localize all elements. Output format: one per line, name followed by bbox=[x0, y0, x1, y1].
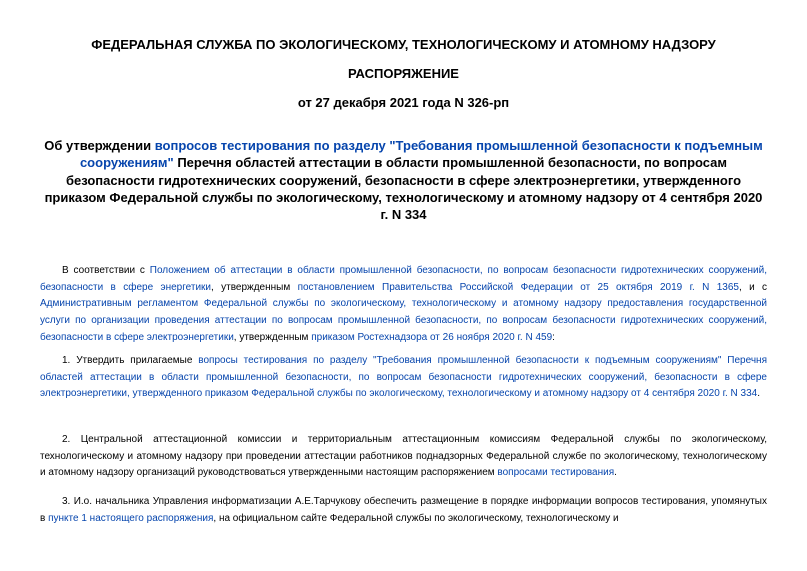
title-suffix: Перечня областей аттестации в области промышленной безопасности, по вопросам безопасности гидротехнических сооружений, безопасности в сфере электроэнергетики, утвержденного приказом Федеральной службы по экологическому, технологическому и атомному надзору от 4 сентября 2020 г. N 334 bbox=[44, 155, 763, 223]
agency-name: ФЕДЕРАЛЬНАЯ СЛУЖБА ПО ЭКОЛОГИЧЕСКОМУ, ТЕХНОЛОГИЧЕСКОМУ И АТОМНОМУ НАДЗОРУ bbox=[91, 37, 716, 52]
text: , и с bbox=[738, 281, 767, 293]
clause-3-paragraph bbox=[40, 494, 767, 527]
link-test-questions-short[interactable]: вопросами тестирования bbox=[497, 467, 615, 479]
document-type: РАСПОРЯЖЕНИЕ bbox=[348, 66, 459, 81]
link-administrative-regulation[interactable]: Административным регламентом Федеральной службы по экологическому, технологическому и атомному надзору предоставления государственной услуги по организации проведения аттестации по вопросам промышленной безопасности, по вопросам безопасности гидротехнических сооружений, безопасности в сфере электроэнергетики bbox=[40, 298, 767, 343]
text: . bbox=[614, 467, 617, 479]
text: 3. И.о. начальника Управления информатизации А.Е.Тарчукову обеспечить размещение в порядке информации вопросов тестирования, упомянутых в bbox=[40, 496, 767, 524]
clause-1-paragraph bbox=[40, 353, 767, 403]
link-attestation-regulation[interactable]: Положением об аттестации в области промышленной безопасности, по вопросам безопасности гидротехнических сооружений, безопасности в сфере энергетики bbox=[40, 265, 768, 293]
link-rostekhnadzor-order[interactable]: приказом Ростехнадзора от 26 ноября 2020 г. N 459 bbox=[311, 331, 553, 343]
link-clause-1[interactable]: пункте 1 настоящего распоряжения bbox=[48, 512, 214, 524]
title-prefix: Об утверждении bbox=[44, 138, 155, 153]
text: 2. Центральной аттестационной комиссии и территориальным аттестационным комиссиям Федеральной службы по экологическому, технологическому и атомному надзору при проведении аттестации работников поднадзорных Федеральной службе по экологическому, технологическому и атомному надзору организаций руководствоваться утвержденными настоящим распоряжением bbox=[40, 434, 767, 479]
document-date: от 27 декабря 2021 года N 326-рп bbox=[297, 95, 510, 110]
document-title bbox=[40, 137, 767, 223]
text: В соответствии с bbox=[62, 265, 150, 276]
text: : bbox=[552, 331, 555, 343]
text: 1. Утвердить прилагаемые bbox=[62, 355, 199, 366]
text: , на официальном сайте Федеральной службы по экологическому, технологическому и bbox=[213, 512, 619, 524]
link-test-questions[interactable]: вопросы тестирования по разделу "Требования промышленной безопасности к подъемным сооружениям" Перечня областей аттестации в области промышленной безопасности, по вопросам безопасности гидротехнических сооружений, безопасности в сфере электроэнергетики, утвержденного приказом Федеральной службы по экологическому, технологическому и атомному надзору от 4 сентября 2020 г. N 334 bbox=[40, 355, 767, 400]
preamble-paragraph bbox=[40, 263, 767, 347]
text: , утвержденным bbox=[211, 281, 298, 293]
link-government-resolution[interactable]: постановлением Правительства Российской Федерации от 25 октября 2019 г. N 1365 bbox=[297, 281, 739, 293]
text: , утвержденным bbox=[233, 331, 312, 343]
clause-2-paragraph bbox=[40, 432, 767, 482]
title-link[interactable]: вопросов тестирования по разделу "Требования промышленной безопасности к подъемным сооружениям" bbox=[79, 138, 763, 171]
text: . bbox=[757, 388, 761, 400]
